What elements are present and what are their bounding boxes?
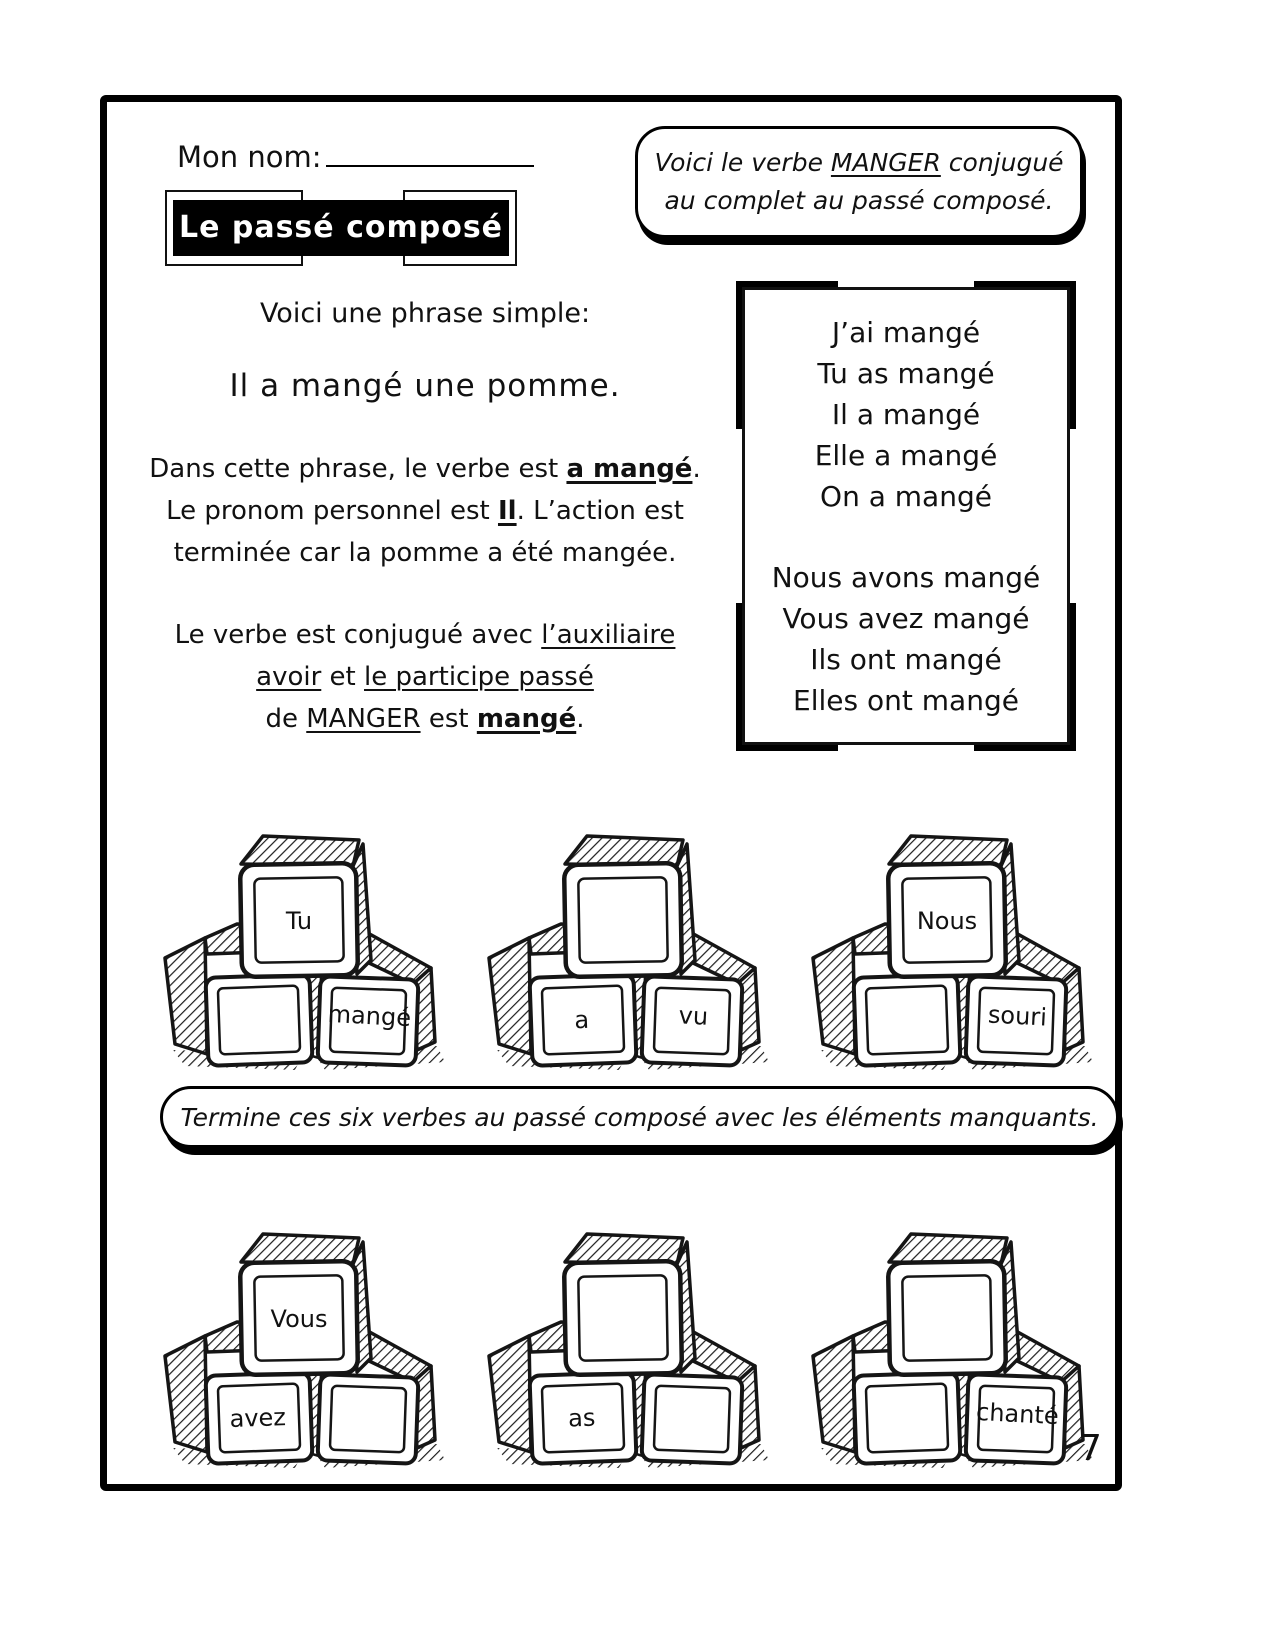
block-bottom-left-label: a xyxy=(573,1005,590,1035)
page-border xyxy=(100,95,1122,1491)
intro-bubble-text-end: conjugué xyxy=(940,148,1064,177)
conjugation-line: Elles ont mangé xyxy=(793,684,1019,717)
name-row xyxy=(177,136,534,174)
block-bottom-right-label: mangé xyxy=(327,999,412,1033)
page-title: Le passé composé xyxy=(173,200,509,256)
blocks-illustration-6 xyxy=(793,1190,1093,1474)
block-top-label: Tu xyxy=(285,907,313,935)
p2-participle-highlight: le participe passé xyxy=(364,662,594,692)
name-input-line[interactable] xyxy=(326,136,534,167)
blocks-illustration-3 xyxy=(793,792,1093,1076)
p1-line2 xyxy=(133,490,717,532)
p1-line3: terminée car la pomme a été mangée. xyxy=(173,538,677,568)
block-bottom-left-label: as xyxy=(567,1403,596,1433)
p2-auxiliary-highlight: l’auxiliaire xyxy=(541,620,676,650)
p2-text: est xyxy=(420,704,477,734)
p1-text: . L’action est xyxy=(516,496,684,526)
blocks-illustration-2 xyxy=(469,792,769,1076)
conjugation-line: Nous avons mangé xyxy=(771,561,1041,594)
p2-mange-highlight: mangé xyxy=(476,704,577,734)
conjugation-line: Elle a mangé xyxy=(814,439,998,472)
conjugation-line: Tu as mangé xyxy=(817,357,995,390)
p2-avoir-highlight: avoir xyxy=(256,662,322,692)
p2-line2 xyxy=(133,656,717,698)
p1-text: . xyxy=(692,454,701,484)
conjugation-line: Il a mangé xyxy=(831,398,981,431)
blocks-row-2 xyxy=(145,1190,1093,1474)
blocks-row-1 xyxy=(145,792,1093,1076)
p2-line1 xyxy=(133,614,717,656)
p1-line1 xyxy=(133,448,717,490)
intro-bubble xyxy=(635,126,1083,238)
conjugation-gap xyxy=(745,517,1067,557)
p1-pronoun-highlight: Il xyxy=(497,496,517,526)
block-bottom-right-label: vu xyxy=(677,1001,709,1031)
conjugation-line: On a mangé xyxy=(820,480,992,513)
p2-line3 xyxy=(133,698,717,740)
block-bottom-right-label: souri xyxy=(987,1000,1048,1032)
blocks-illustration-1 xyxy=(145,792,445,1076)
instruction-banner: Termine ces six verbes au passé composé avec les éléments manquants. xyxy=(160,1086,1119,1148)
intro-bubble-line2: au complet au passé composé. xyxy=(664,186,1054,215)
p1-text: Dans cette phrase, le verbe est xyxy=(149,454,567,484)
p1-text: Le pronom personnel est xyxy=(166,496,498,526)
blocks-illustration-4 xyxy=(145,1190,445,1474)
block-bottom-right-label: chanté xyxy=(975,1397,1060,1431)
conjugation-box xyxy=(740,285,1072,747)
block-top-label: Nous xyxy=(916,907,978,935)
lesson-paragraph-1 xyxy=(133,448,717,574)
intro-bubble-verb: MANGER xyxy=(830,148,941,177)
p1-verb-highlight: a mangé xyxy=(566,454,693,484)
conjugation-line: Vous avez mangé xyxy=(782,602,1030,635)
p2-text: . xyxy=(576,704,585,734)
p2-manger-highlight: MANGER xyxy=(306,704,421,734)
lesson-paragraph-2 xyxy=(133,614,717,740)
name-label: Mon nom: xyxy=(177,140,322,174)
p2-text: et xyxy=(321,662,365,692)
p2-text: de xyxy=(265,704,307,734)
intro-bubble-text: Voici le verbe xyxy=(654,148,831,177)
conjugation-line: J’ai mangé xyxy=(831,316,981,349)
intro-bubble-line1 xyxy=(638,144,1080,182)
block-top-label: Vous xyxy=(270,1305,328,1333)
conjugation-line: Ils ont mangé xyxy=(810,643,1002,676)
lesson-intro: Voici une phrase simple: xyxy=(259,298,591,329)
page-number: 7 xyxy=(1079,1428,1102,1469)
p2-text: Le verbe est conjugué avec xyxy=(174,620,542,650)
example-sentence: Il a mangé une pomme. xyxy=(229,368,621,404)
blocks-illustration-5 xyxy=(469,1190,769,1474)
conjugation-list xyxy=(742,287,1070,745)
title-banner xyxy=(165,190,517,266)
block-bottom-left-label: avez xyxy=(229,1403,287,1433)
